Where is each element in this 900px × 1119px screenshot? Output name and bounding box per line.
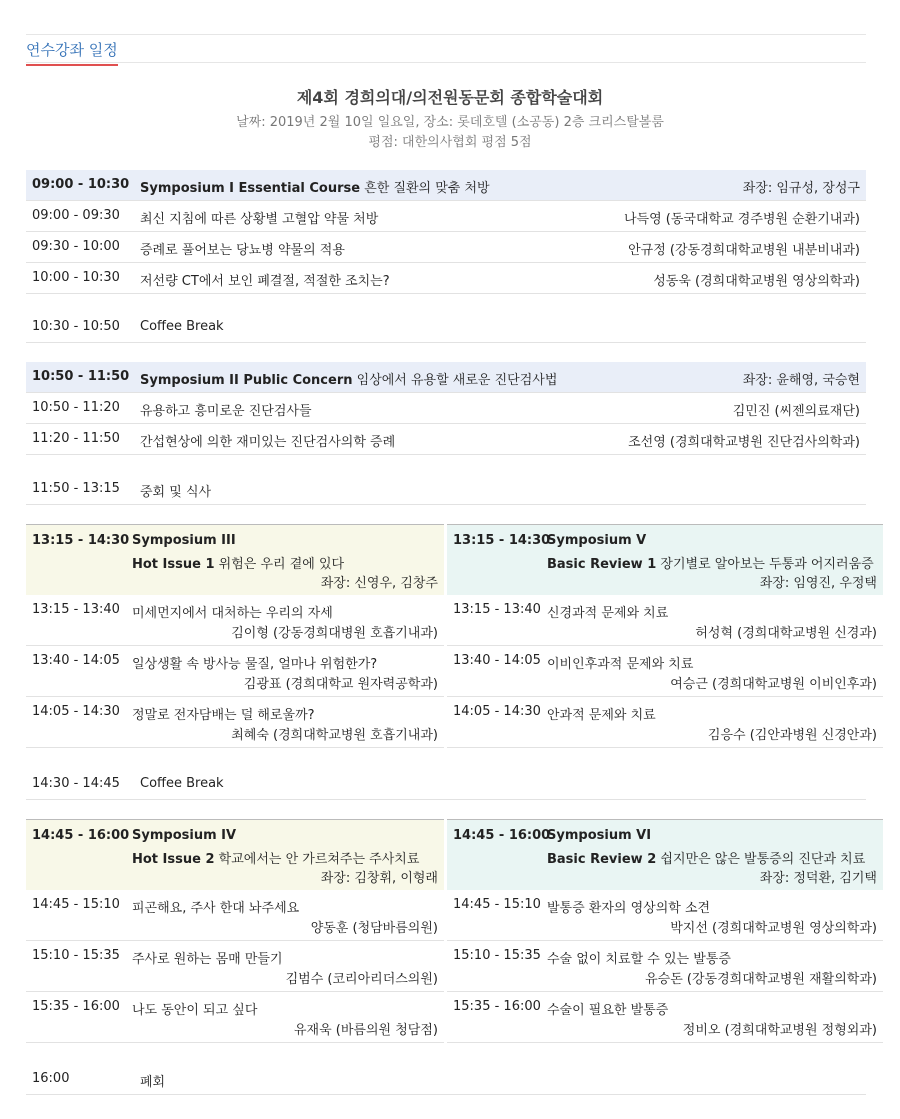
talk-title: 정말로 전자담배는 덜 해로울까? [132, 708, 315, 723]
talk-item [447, 596, 883, 646]
schedule-row [26, 263, 866, 294]
speaker-or-chair: 조선영 (경희대학교병원 진단검사의학과) [628, 435, 860, 450]
symposium-topic [547, 553, 874, 572]
talk-item [26, 698, 444, 748]
time-slot: 11:50 - 13:15 [32, 481, 120, 496]
session-topic: 유용하고 흥미로운 진단검사들 [140, 404, 312, 419]
schedule-row [26, 170, 866, 201]
topic-label: Hot Issue 1 [132, 557, 215, 572]
time-slot: 09:00 - 10:30 [32, 177, 130, 192]
session-title [140, 177, 490, 196]
chair-names: 좌장: 임영진, 우정택 [759, 576, 877, 591]
session-topic: 임상에서 유용할 새로운 진단검사법 [352, 373, 558, 388]
talk-title: 미세먼지에서 대처하는 우리의 자세 [132, 606, 333, 621]
talk-item [447, 647, 883, 697]
time-slot: 13:40 - 14:05 [453, 653, 541, 668]
speaker: 허성혁 (경희대학교병원 신경과) [695, 626, 877, 641]
speaker-or-chair: 좌장: 임규성, 장성구 [742, 181, 860, 196]
speaker: 김범수 (코리아리더스의원) [285, 972, 438, 987]
topic-label: Basic Review 1 [547, 557, 657, 572]
talk-item [447, 891, 883, 941]
talk-title: 일상생활 속 방사능 물질, 얼마나 위험한가? [132, 657, 378, 672]
time-slot: 15:10 - 15:35 [453, 948, 541, 963]
symposium-header [26, 524, 444, 595]
speaker-or-chair: 김민진 (씨젠의료재단) [732, 404, 860, 419]
talk-item [26, 942, 444, 992]
talk-item [26, 891, 444, 941]
talk-title: 발통증 환자의 영상의학 소견 [547, 901, 711, 916]
credit-info: 평점: 대한의사협회 평점 5점 [368, 135, 532, 150]
time-slot: 10:30 - 10:50 [32, 319, 120, 334]
speaker: 김응수 (김안과병원 신경안과) [707, 728, 877, 743]
session-name: Symposium II Public Concern [140, 373, 353, 388]
time-slot: 14:45 - 16:00 [453, 828, 551, 843]
symposium-header [26, 819, 444, 890]
session-title [140, 431, 395, 450]
session-title [140, 319, 224, 334]
symposium-header [447, 524, 883, 595]
talk-item [26, 993, 444, 1043]
time-slot: 14:05 - 14:30 [453, 704, 541, 719]
session-topic: 폐회 [140, 1075, 166, 1090]
chair-names: 좌장: 김창휘, 이형래 [320, 871, 438, 886]
speaker: 최혜숙 (경희대학교병원 호흡기내과) [231, 728, 438, 743]
speaker: 정비오 (경희대학교병원 정형외과) [682, 1023, 877, 1038]
chair-names: 좌장: 신영우, 김창주 [320, 576, 438, 591]
time-slot: 14:45 - 15:10 [453, 897, 541, 912]
talk-title: 나도 동안이 되고 싶다 [132, 1003, 258, 1018]
session-topic: Coffee Break [140, 319, 224, 334]
speaker-or-chair: 안규정 (강동경희대학교병원 내분비내과) [628, 243, 860, 258]
schedule-row [26, 769, 866, 800]
time-slot: 14:05 - 14:30 [32, 704, 120, 719]
speaker-or-chair: 성동욱 (경희대학교병원 영상의학과) [653, 274, 860, 289]
symposium-header [447, 819, 883, 890]
schedule-row [26, 232, 866, 263]
topic-label: Basic Review 2 [547, 852, 657, 867]
topic-text: 위험은 우리 곁에 있다 [214, 557, 345, 572]
session-title [140, 1071, 165, 1090]
time-slot: 10:50 - 11:20 [32, 400, 120, 415]
speaker: 여승근 (경희대학교병원 이비인후과) [670, 677, 877, 692]
session-name: Symposium I Essential Course [140, 181, 361, 196]
talk-title: 신경과적 문제와 치료 [547, 606, 669, 621]
symposium-topic [132, 553, 344, 572]
tab-schedule[interactable]: 연수강좌 일정 [26, 39, 118, 66]
time-slot: 15:10 - 15:35 [32, 948, 120, 963]
time-slot: 13:15 - 14:30 [32, 533, 130, 548]
talk-item [26, 596, 444, 646]
session-topic: Coffee Break [140, 776, 224, 791]
session-title [140, 776, 224, 791]
schedule-row [26, 393, 866, 424]
symposium-name: Symposium VI [547, 828, 652, 843]
session-topic: 증례로 풀어보는 당뇨병 약물의 적용 [140, 243, 345, 258]
topic-text: 장기별로 알아보는 두통과 어지러움증 [656, 557, 874, 572]
topic-label: Hot Issue 2 [132, 852, 215, 867]
talk-title: 피곤해요, 주사 한대 놔주세요 [132, 901, 300, 916]
schedule-row [26, 424, 866, 455]
speaker: 김이형 (강동경희대병원 호흡기내과) [231, 626, 438, 641]
talk-item [447, 698, 883, 748]
time-slot: 16:00 [32, 1071, 70, 1086]
time-slot: 13:15 - 14:30 [453, 533, 551, 548]
tab-bar [26, 34, 866, 63]
page-title: 제4회 경희의대/의전원동문회 종합학술대회 [296, 88, 604, 107]
time-slot: 14:30 - 14:45 [32, 776, 120, 791]
symposium-name: Symposium IV [132, 828, 237, 843]
session-title [140, 270, 390, 289]
time-slot: 15:35 - 16:00 [453, 999, 541, 1014]
speaker: 박지선 (경희대학교병원 영상의학과) [670, 921, 877, 936]
time-slot: 09:00 - 09:30 [32, 208, 120, 223]
talk-item [447, 942, 883, 992]
schedule-row [26, 474, 866, 505]
time-slot: 15:35 - 16:00 [32, 999, 120, 1014]
talk-title: 수술 없이 치료할 수 있는 발통증 [547, 952, 731, 967]
session-title [140, 239, 345, 258]
time-slot: 10:00 - 10:30 [32, 270, 120, 285]
session-title [140, 400, 312, 419]
talk-item [447, 993, 883, 1043]
chair-names: 좌장: 정덕환, 김기택 [759, 871, 877, 886]
speaker: 유승돈 (강동경희대학교병원 재활의학과) [645, 972, 877, 987]
session-topic: 간섭현상에 의한 재미있는 진단검사의학 증례 [140, 435, 396, 450]
schedule-row [26, 362, 866, 393]
symposium-topic [132, 848, 419, 867]
talk-title: 안과적 문제와 치료 [547, 708, 656, 723]
schedule-row [26, 1064, 866, 1095]
symposium-name: Symposium III [132, 533, 236, 548]
session-topic: 흔한 질환의 맞춤 처방 [360, 181, 490, 196]
session-topic: 최신 지침에 따른 상황별 고혈압 약물 처방 [140, 212, 379, 227]
time-slot: 14:45 - 15:10 [32, 897, 120, 912]
symposium-name: Symposium V [547, 533, 647, 548]
event-info: 날짜: 2019년 2월 10일 일요일, 장소: 롯데호텔 (소공동) 2층 크리스탈볼룸 [236, 115, 664, 130]
speaker-or-chair: 좌장: 윤해영, 국승현 [742, 373, 860, 388]
speaker: 양동훈 (청담바름의원) [310, 921, 438, 936]
session-title [140, 481, 211, 500]
talk-item [26, 647, 444, 697]
symposium-topic [547, 848, 865, 867]
time-slot: 09:30 - 10:00 [32, 239, 120, 254]
time-slot: 14:45 - 16:00 [32, 828, 130, 843]
time-slot: 13:15 - 13:40 [32, 602, 120, 617]
session-topic: 저선량 CT에서 보인 폐결절, 적절한 조치는? [140, 274, 390, 289]
talk-title: 수술이 필요한 발통증 [547, 1003, 669, 1018]
topic-text: 학교에서는 안 가르쳐주는 주사치료 [214, 852, 420, 867]
time-slot: 10:50 - 11:50 [32, 369, 130, 384]
speaker-or-chair: 나득영 (동국대학교 경주병원 순환기내과) [623, 212, 860, 227]
schedule-row [26, 312, 866, 343]
time-slot: 13:40 - 14:05 [32, 653, 120, 668]
session-topic: 중회 및 식사 [140, 485, 212, 500]
topic-text: 쉽지만은 않은 발통증의 진단과 치료 [656, 852, 866, 867]
speaker: 김광표 (경희대학교 원자력공학과) [243, 677, 438, 692]
schedule-row [26, 201, 866, 232]
talk-title: 이비인후과적 문제와 치료 [547, 657, 694, 672]
time-slot: 11:20 - 11:50 [32, 431, 120, 446]
talk-title: 주사로 원하는 몸매 만들기 [132, 952, 283, 967]
session-title [140, 369, 557, 388]
session-title [140, 208, 378, 227]
time-slot: 13:15 - 13:40 [453, 602, 541, 617]
speaker: 유재욱 (바름의원 청담점) [294, 1023, 438, 1038]
